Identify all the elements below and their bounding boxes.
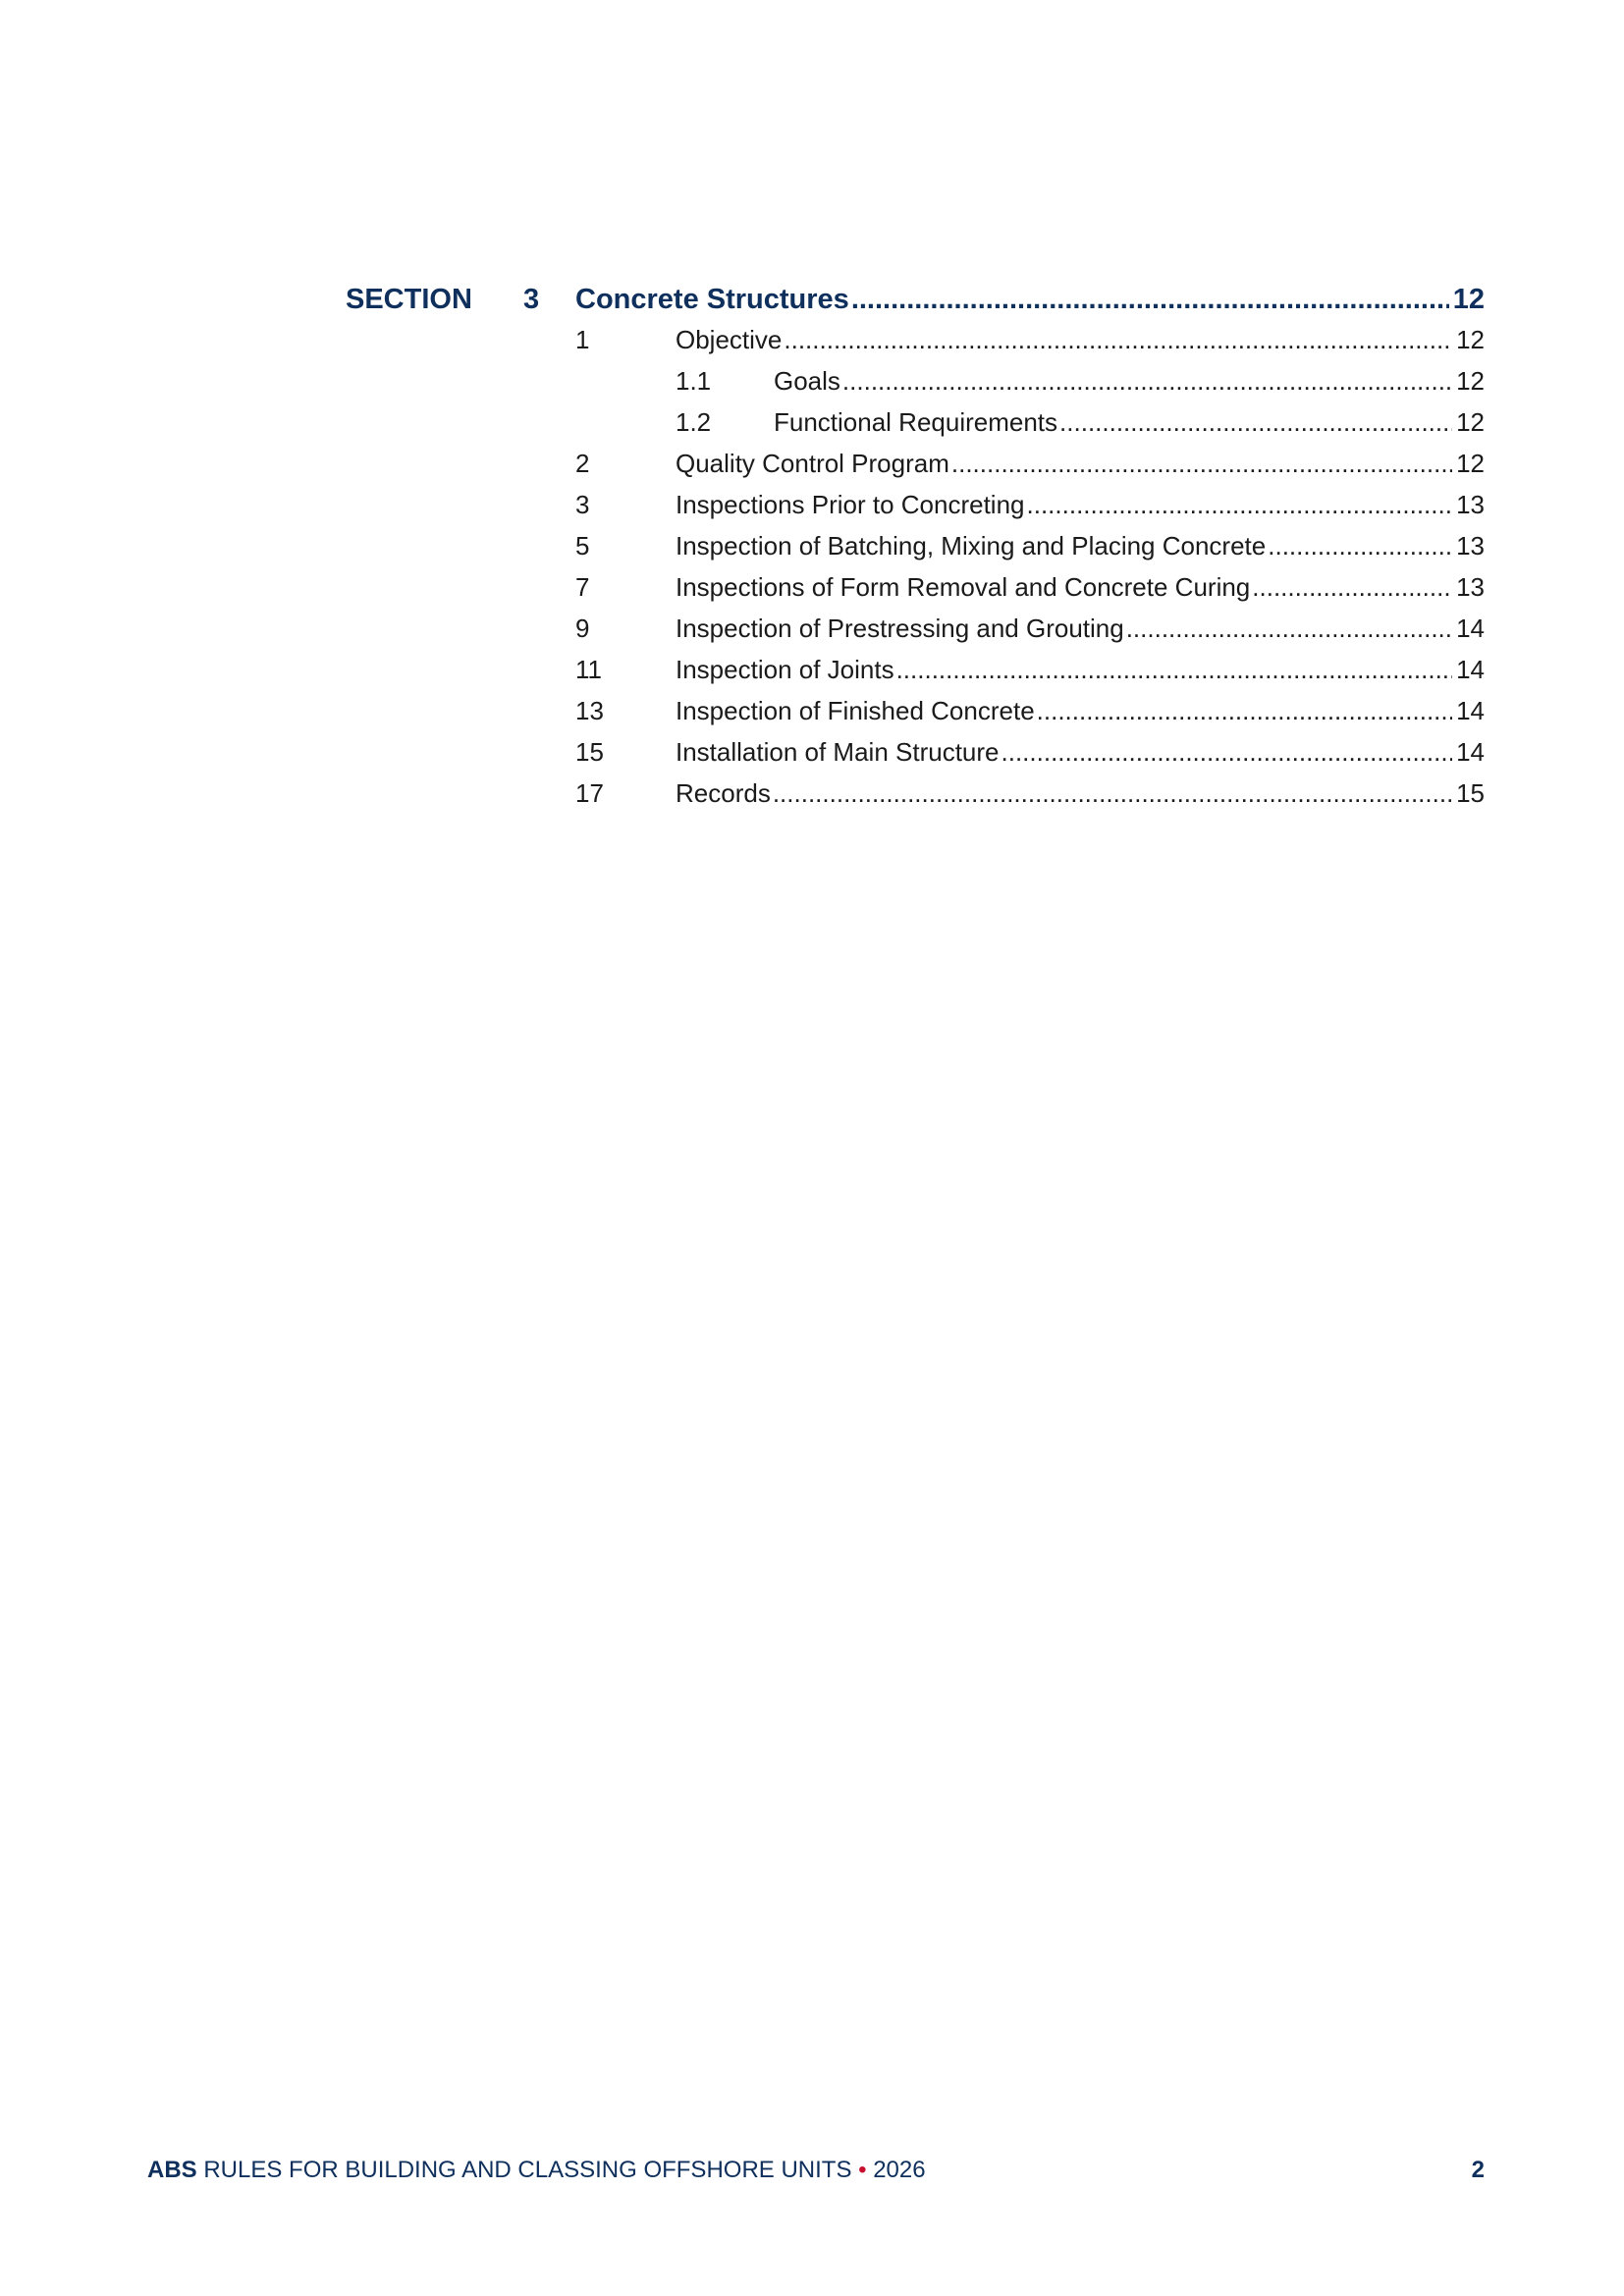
toc-entry-title: Installation of Main Structure <box>676 737 1000 767</box>
toc-entry-number: 1 <box>575 325 590 354</box>
footer-bullet: • <box>858 2157 867 2183</box>
toc-entry-number: 11 <box>575 655 602 684</box>
toc-entry-number: 7 <box>575 572 590 602</box>
toc-entry-page: 13 <box>1456 490 1485 519</box>
dot-leader <box>1001 734 1453 770</box>
dot-leader <box>896 652 1453 687</box>
toc-entry[interactable] <box>676 487 1485 522</box>
toc-entry-title: Inspections Prior to Concreting <box>676 490 1025 519</box>
toc-entry-page: 13 <box>1456 572 1485 602</box>
toc-entry-title: Records <box>676 778 771 808</box>
dot-leader <box>784 322 1452 357</box>
toc-entry-title: Quality Control Program <box>676 449 949 478</box>
toc-entry-page: 14 <box>1456 737 1485 767</box>
dot-leader <box>851 281 1449 318</box>
dot-leader <box>1252 569 1452 605</box>
toc-entry-number: 3 <box>575 490 590 519</box>
toc-entry-title: Inspection of Prestressing and Grouting <box>676 614 1124 643</box>
dot-leader <box>842 363 1452 399</box>
toc-section-page: 12 <box>1452 284 1485 315</box>
toc-entry-number: 17 <box>575 778 604 808</box>
toc-entry[interactable] <box>676 322 1485 357</box>
footer-page-number: 2 <box>1471 2157 1485 2183</box>
toc-entry[interactable] <box>676 528 1485 563</box>
toc-section-number: 3 <box>523 284 540 315</box>
toc-entry-title: Objective <box>676 325 783 354</box>
toc-section-label: SECTION <box>346 284 472 315</box>
footer-year: 2026 <box>873 2157 926 2183</box>
toc-section-title: Concrete Structures <box>575 284 849 315</box>
toc-section-heading[interactable] <box>575 281 1485 318</box>
toc-subentry[interactable] <box>774 404 1485 440</box>
toc-entry-page: 15 <box>1456 778 1485 808</box>
toc-entry-number: 9 <box>575 614 590 643</box>
toc-entry[interactable] <box>676 569 1485 605</box>
dot-leader <box>1126 611 1452 646</box>
dot-leader <box>1037 693 1452 728</box>
toc-entry-page: 12 <box>1456 449 1485 478</box>
toc-entry-page: 13 <box>1456 531 1485 561</box>
toc-entry[interactable] <box>676 652 1485 687</box>
dot-leader <box>1059 404 1452 440</box>
toc-entry-number: 5 <box>575 531 590 561</box>
toc-entry-title: Inspection of Joints <box>676 655 894 684</box>
dot-leader <box>1027 487 1453 522</box>
toc-entry[interactable] <box>676 611 1485 646</box>
toc-entry[interactable] <box>676 775 1485 811</box>
footer-brand: ABS <box>147 2157 197 2183</box>
toc-entry-number: 15 <box>575 737 604 767</box>
footer-document-title: RULES FOR BUILDING AND CLASSING OFFSHORE UNITS <box>203 2157 852 2183</box>
toc-subentry-number: 1.1 <box>676 366 712 396</box>
toc-entry-title: Inspection of Finished Concrete <box>676 696 1035 725</box>
toc-entry-title: Inspections of Form Removal and Concrete Curing <box>676 572 1251 602</box>
toc-entry-page: 12 <box>1456 325 1485 354</box>
toc-entry-title: Inspection of Batching, Mixing and Placing Concrete <box>676 531 1267 561</box>
toc-entry-title: Functional Requirements <box>774 407 1058 437</box>
toc-entry-number: 2 <box>575 449 590 478</box>
toc-entry[interactable] <box>676 734 1485 770</box>
toc-entry-page: 14 <box>1456 696 1485 725</box>
dot-leader <box>951 446 1452 481</box>
toc-entry-page: 14 <box>1456 655 1485 684</box>
page-footer <box>147 2156 926 2185</box>
toc-entry-page: 12 <box>1456 407 1485 437</box>
toc-entry-page: 12 <box>1456 366 1485 396</box>
dot-leader <box>1268 528 1452 563</box>
toc-subentry-number: 1.2 <box>676 407 712 437</box>
dot-leader <box>773 775 1452 811</box>
toc-entry[interactable] <box>676 446 1485 481</box>
toc-entry-number: 13 <box>575 696 604 725</box>
toc-subentry[interactable] <box>774 363 1485 399</box>
toc-entry-page: 14 <box>1456 614 1485 643</box>
toc-entry-title: Goals <box>774 366 840 396</box>
toc-entry[interactable] <box>676 693 1485 728</box>
